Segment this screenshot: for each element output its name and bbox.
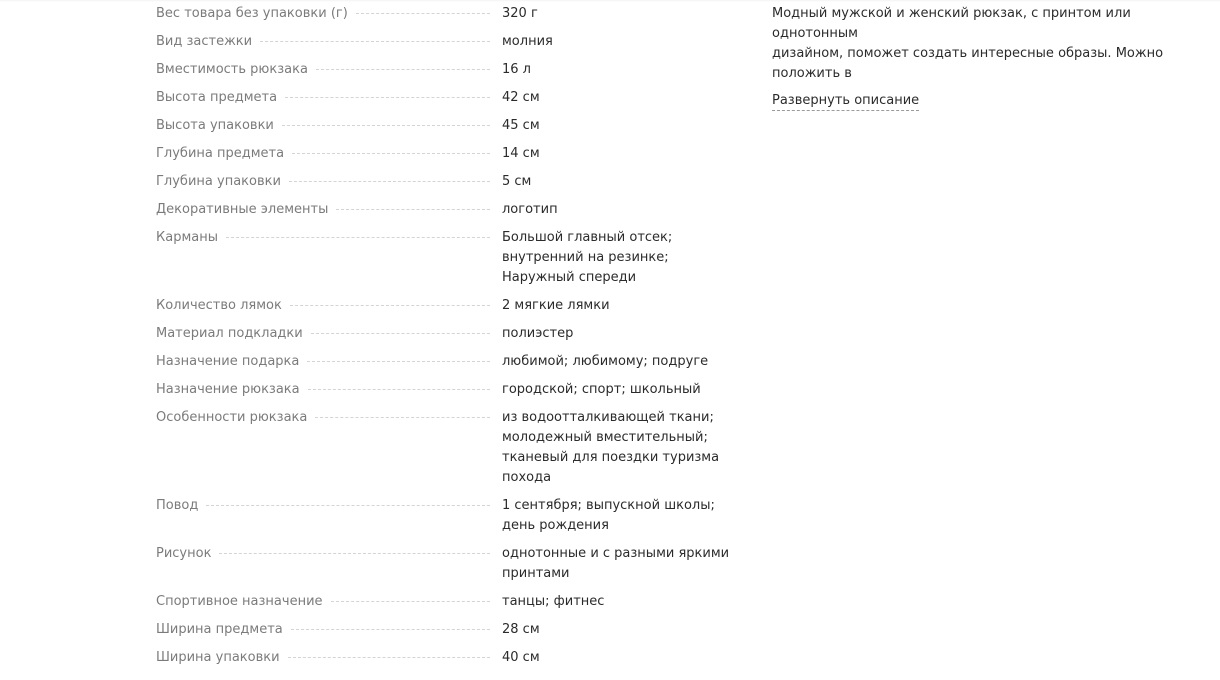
- dotted-leader: [336, 209, 490, 210]
- dotted-leader: [307, 361, 490, 362]
- top-divider: [0, 0, 1220, 2]
- spec-row: [156, 324, 736, 344]
- spec-value: молния: [502, 34, 553, 49]
- spec-name: Ширина упаковки: [156, 650, 280, 665]
- spec-name: Глубина упаковки: [156, 174, 281, 189]
- spec-name-cell: [156, 172, 502, 192]
- dotted-leader: [206, 505, 490, 506]
- dotted-leader: [288, 657, 490, 658]
- spec-value: [502, 496, 732, 536]
- description-text: [772, 4, 1218, 84]
- spec-value: 28 см: [502, 622, 540, 637]
- dotted-leader: [311, 333, 490, 334]
- dotted-leader: [292, 153, 490, 154]
- spec-name-cell: [156, 116, 502, 136]
- spec-name: Повод: [156, 498, 199, 513]
- spec-name: Карманы: [156, 230, 218, 245]
- dotted-leader: [219, 553, 490, 554]
- spec-value-line: однотонные и с разными яркими: [502, 546, 730, 561]
- characteristics-list: [156, 4, 736, 676]
- spec-name-cell: [156, 296, 502, 316]
- spec-value-line: день рождения: [502, 518, 609, 533]
- spec-name-cell: [156, 60, 502, 80]
- spec-name-cell: [156, 592, 502, 612]
- spec-name-cell: [156, 4, 502, 24]
- spec-name-cell: [156, 544, 502, 564]
- spec-value-line: внутренний на резинке;: [502, 250, 669, 265]
- dotted-leader: [226, 237, 490, 238]
- dotted-leader: [282, 125, 490, 126]
- dotted-leader: [331, 601, 490, 602]
- spec-name: Спортивное назначение: [156, 594, 323, 609]
- spec-name: Вид застежки: [156, 34, 253, 49]
- spec-value: [502, 408, 732, 488]
- spec-row: [156, 408, 736, 488]
- spec-row: [156, 200, 736, 220]
- spec-value: 45 см: [502, 118, 540, 133]
- spec-value-line: 1 сентября; выпускной школы;: [502, 498, 715, 513]
- spec-value: танцы; фитнес: [502, 594, 605, 609]
- spec-value: 5 см: [502, 174, 532, 189]
- spec-value: 14 см: [502, 146, 540, 161]
- spec-name-cell: [156, 200, 502, 220]
- spec-name-cell: [156, 88, 502, 108]
- spec-value: 40 см: [502, 650, 540, 665]
- spec-name-cell: [156, 620, 502, 640]
- spec-row: [156, 32, 736, 52]
- spec-row: [156, 144, 736, 164]
- spec-row: [156, 228, 736, 288]
- description-line: дизайном, поможет создать интересные образы. Можно положить в: [772, 46, 1164, 81]
- spec-value-line: Большой главный отсек;: [502, 230, 673, 245]
- dotted-leader: [260, 41, 490, 42]
- dotted-leader: [285, 97, 490, 98]
- spec-name-cell: [156, 144, 502, 164]
- spec-name: Материал подкладки: [156, 326, 303, 341]
- spec-name: Назначение подарка: [156, 354, 300, 369]
- spec-name: Ширина предмета: [156, 622, 283, 637]
- spec-row: [156, 544, 736, 584]
- expand-description-link[interactable]: Развернуть описание: [772, 92, 919, 111]
- product-description: [772, 4, 1218, 111]
- spec-row: [156, 172, 736, 192]
- spec-value-line: из водоотталкивающей ткани;: [502, 410, 714, 425]
- spec-value: 42 см: [502, 90, 540, 105]
- spec-row: [156, 648, 736, 668]
- spec-value: городской; спорт; школьный: [502, 382, 701, 397]
- spec-value: [502, 228, 732, 288]
- spec-name: Вес товара без упаковки (г): [156, 6, 348, 21]
- dotted-leader: [290, 305, 490, 306]
- spec-name: Глубина предмета: [156, 146, 285, 161]
- spec-name: Рисунок: [156, 546, 212, 561]
- spec-value: логотип: [502, 202, 558, 217]
- spec-value: 320 г: [502, 6, 538, 21]
- spec-name: Вместимость рюкзака: [156, 62, 308, 77]
- spec-value: [502, 544, 732, 584]
- dotted-leader: [289, 181, 490, 182]
- spec-name: Количество лямок: [156, 298, 282, 313]
- spec-row: [156, 60, 736, 80]
- spec-row: [156, 88, 736, 108]
- spec-name-cell: [156, 380, 502, 400]
- dotted-leader: [356, 13, 490, 14]
- spec-row: [156, 116, 736, 136]
- spec-value: полиэстер: [502, 326, 574, 341]
- description-line: Модный мужской и женский рюкзак, с принтом или однотонным: [772, 6, 1131, 41]
- spec-name: Высота упаковки: [156, 118, 274, 133]
- spec-row: [156, 620, 736, 640]
- spec-value-line: Наружный спереди: [502, 270, 637, 285]
- spec-value-line: молодежный вместительный;: [502, 430, 708, 445]
- spec-name-cell: [156, 408, 502, 428]
- spec-name-cell: [156, 324, 502, 344]
- spec-row: [156, 592, 736, 612]
- spec-value-line: тканевый для поездки туризма: [502, 450, 720, 465]
- spec-name: Особенности рюкзака: [156, 410, 308, 425]
- spec-name: Назначение рюкзака: [156, 382, 300, 397]
- spec-value-line: принтами: [502, 566, 570, 581]
- spec-name: Высота предмета: [156, 90, 278, 105]
- spec-name-cell: [156, 496, 502, 516]
- spec-name-cell: [156, 648, 502, 668]
- spec-value: 2 мягкие лямки: [502, 298, 610, 313]
- spec-value-line: похода: [502, 470, 552, 485]
- spec-value: 16 л: [502, 62, 531, 77]
- spec-name-cell: [156, 228, 502, 248]
- dotted-leader: [315, 417, 490, 418]
- spec-name-cell: [156, 32, 502, 52]
- spec-row: [156, 4, 736, 24]
- spec-name-cell: [156, 352, 502, 372]
- spec-row: [156, 352, 736, 372]
- spec-row: [156, 380, 736, 400]
- spec-row: [156, 496, 736, 536]
- spec-row: [156, 296, 736, 316]
- dotted-leader: [308, 389, 490, 390]
- dotted-leader: [291, 629, 490, 630]
- dotted-leader: [316, 69, 490, 70]
- spec-value: любимой; любимому; подруге: [502, 354, 709, 369]
- spec-name: Декоративные элементы: [156, 202, 329, 217]
